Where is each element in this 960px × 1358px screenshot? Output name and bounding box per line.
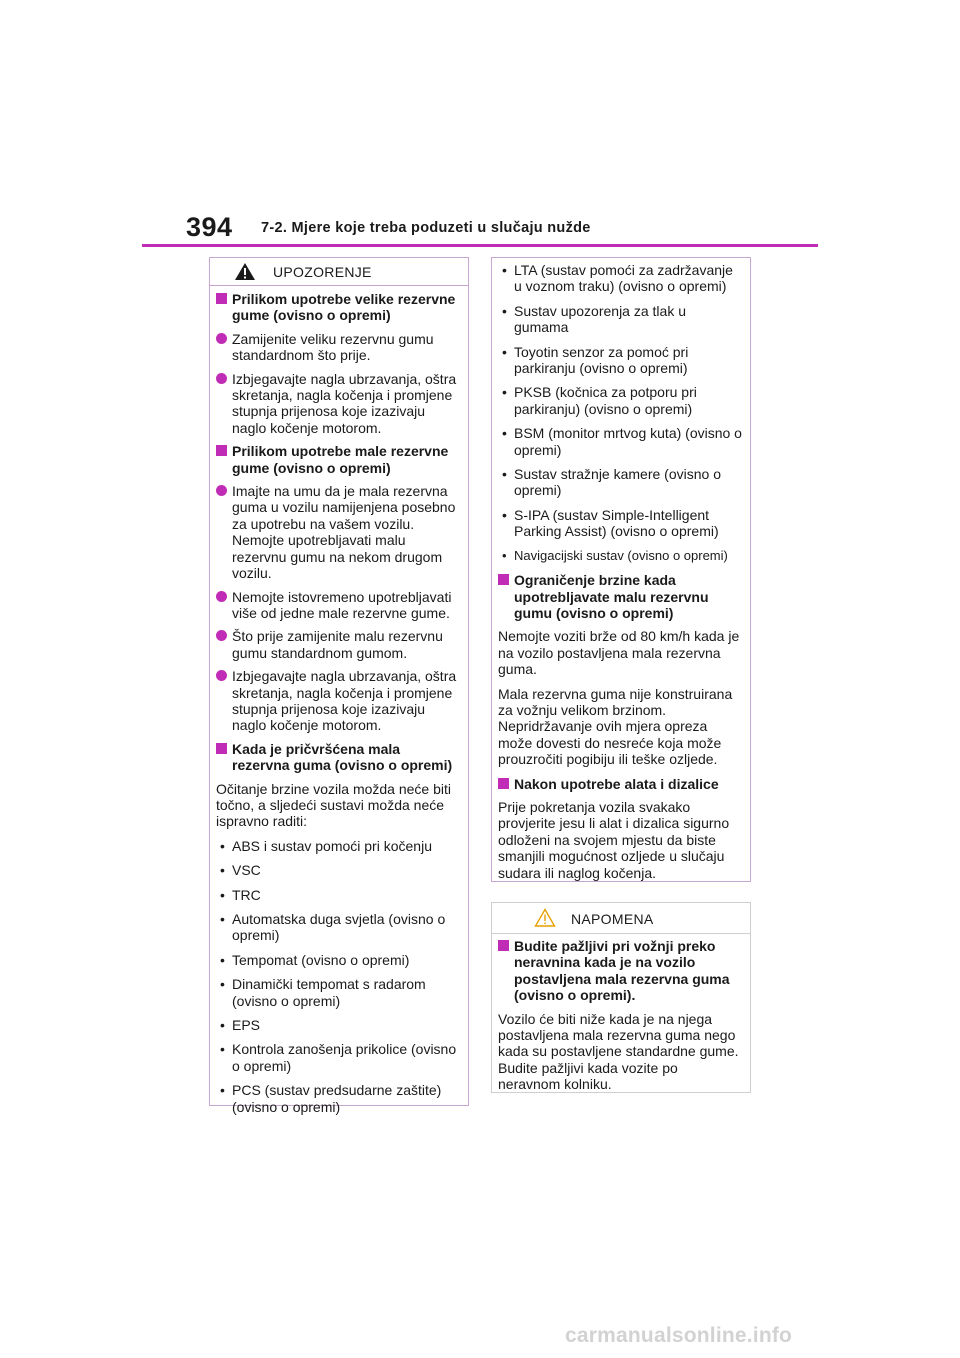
- warning-title: UPOZORENJE: [273, 264, 372, 280]
- notice-title: NAPOMENA: [571, 911, 654, 927]
- warning-triangle-icon: [234, 262, 256, 281]
- circle-bullet-icon: [216, 630, 227, 641]
- list-item: • VSC: [220, 862, 261, 879]
- square-bullet-icon: [498, 574, 509, 585]
- caution-triangle-icon: [534, 908, 556, 927]
- list-item: • Toyotin senzor za pomoć pri parkiranju (ovisno o opremi): [502, 343, 689, 377]
- heading-bumps: Budite pažljivi pri vožnji preko neravnina kada je na vozilo postavljena mala rezervna guma (ovisno o opremi).: [498, 938, 742, 1004]
- warning-box-header: [210, 258, 468, 286]
- warning-box: [209, 257, 469, 1115]
- list-item: • Navigacijski sustav (ovisno o opremi): [502, 547, 728, 563]
- list-item: Što prije zamijenite malu rezervnu gumu standardnom gumom.: [216, 628, 460, 661]
- heading-speed-limit: Ograničenje brzine kada upotrebljavate malu rezervnu gumu (ovisno o opremi): [498, 572, 742, 621]
- square-bullet-icon: [216, 743, 227, 754]
- list-item: • Tempomat (ovisno o opremi): [220, 951, 410, 968]
- list-item: Izbjegavajte nagla ubrzavanja, oštra skretanja, nagla kočenja i promjene stupnja prijenosa koje izazivaju naglo kočenje motorom.: [216, 668, 460, 734]
- warning-box-continued: [491, 257, 751, 882]
- paragraph: Prije pokretanja vozila svakako provjerite jesu li alat i dizalica sigurno odloženi na svojem mjestu da biste smanjili mogućnost ozljede u slučaju sudara ili naglog kočenja.: [498, 798, 730, 881]
- list-item: • TRC: [220, 886, 261, 903]
- heading-spare-fitted: Kada je pričvršćena mala rezervna guma (ovisno o opremi): [216, 741, 460, 774]
- list-item: Imajte na umu da je mala rezervna guma u vozilu namijenjena posebno za upotrebu na vašem vozilu. Nemojte upotrebljavati malu rezervnu gumu na nekom drugom vozilu.: [216, 483, 460, 581]
- list-item: • EPS: [220, 1017, 261, 1034]
- list-item: • S-IPA (sustav Simple-Intelligent Parking Assist) (ovisno o opremi): [502, 506, 719, 540]
- list-item: • Sustav upozorenja za tlak u gumama: [502, 302, 686, 336]
- list-item: Nemojte istovremeno upotrebljavati više od jedne male rezervne gume.: [216, 589, 460, 622]
- watermark: carmanualsonline.info: [565, 1324, 793, 1347]
- notice-content: [492, 934, 750, 1093]
- list-item: • Kontrola zanošenja prikolice (ovisno o opremi): [220, 1041, 457, 1074]
- list-item: • LTA (sustav pomoći za zadržavanje u voznom traku) (ovisno o opremi): [502, 262, 733, 295]
- square-bullet-icon: [498, 778, 509, 789]
- header-divider: [142, 244, 818, 247]
- notice-box: [491, 902, 751, 1093]
- circle-bullet-icon: [216, 591, 227, 602]
- list-item: • Sustav stražnje kamere (ovisno o opremi): [502, 466, 721, 499]
- paragraph: Vozilo će biti niže kada je na njega postavljena mala rezervna guma nego kada su postavljene standardne gume. Budite pažljivi kada vozite po neravnom kolniku.: [498, 1010, 739, 1093]
- heading-small-spare: Prilikom upotrebe male rezervne gume (ovisno o opremi): [216, 443, 460, 476]
- list-item: • ABS i sustav pomoći pri kočenju: [220, 837, 432, 854]
- list-item: Zamijenite veliku rezervnu gumu standardnom što prije.: [216, 331, 460, 364]
- circle-bullet-icon: [216, 333, 227, 344]
- circle-bullet-icon: [216, 373, 227, 384]
- list-item: • Dinamički tempomat s radarom (ovisno o opremi): [220, 976, 426, 1009]
- page-number: 394: [186, 212, 233, 242]
- warning-continued-content: [492, 258, 750, 881]
- list-item: • PCS (sustav predsudarne zaštite) (ovisno o opremi): [220, 1082, 442, 1115]
- paragraph: Mala rezervna guma nije konstruirana za vožnju velikom brzinom. Nepridržavanje ovih mjera opreza može dovesti do nesreće koja može prouzročiti pogibiju ili teške ozljede.: [498, 685, 733, 768]
- square-bullet-icon: [216, 445, 227, 456]
- page-header: [0, 0, 960, 250]
- warning-content: [210, 286, 468, 1115]
- section-title: 7-2. Mjere koje treba poduzeti u slučaju nužde: [261, 220, 591, 236]
- list-item: • BSM (monitor mrtvog kuta) (ovisno o opremi): [502, 425, 742, 458]
- heading-large-spare: Prilikom upotrebe velike rezervne gume (ovisno o opremi): [216, 291, 460, 324]
- square-bullet-icon: [498, 940, 509, 951]
- list-item: • PKSB (kočnica za potporu pri parkiranju) (ovisno o opremi): [502, 384, 697, 417]
- circle-bullet-icon: [216, 485, 227, 496]
- list-item: • Automatska duga svjetla (ovisno o opremi): [220, 911, 446, 944]
- paragraph: Očitanje brzine vozila možda neće biti točno, a sljedeći sustavi možda neće ispravno raditi:: [216, 780, 452, 830]
- notice-box-header: [492, 903, 750, 934]
- paragraph: Nemojte voziti brže od 80 km/h kada je na vozilo postavljena mala rezervna guma.: [498, 628, 740, 678]
- circle-bullet-icon: [216, 670, 227, 681]
- list-item: Izbjegavajte nagla ubrzavanja, oštra skretanja, nagla kočenja i promjene stupnja prijenosa koje izazivaju naglo kočenje motorom.: [216, 371, 460, 437]
- heading-tools: Nakon upotrebe alata i dizalice: [498, 776, 742, 792]
- square-bullet-icon: [216, 293, 227, 304]
